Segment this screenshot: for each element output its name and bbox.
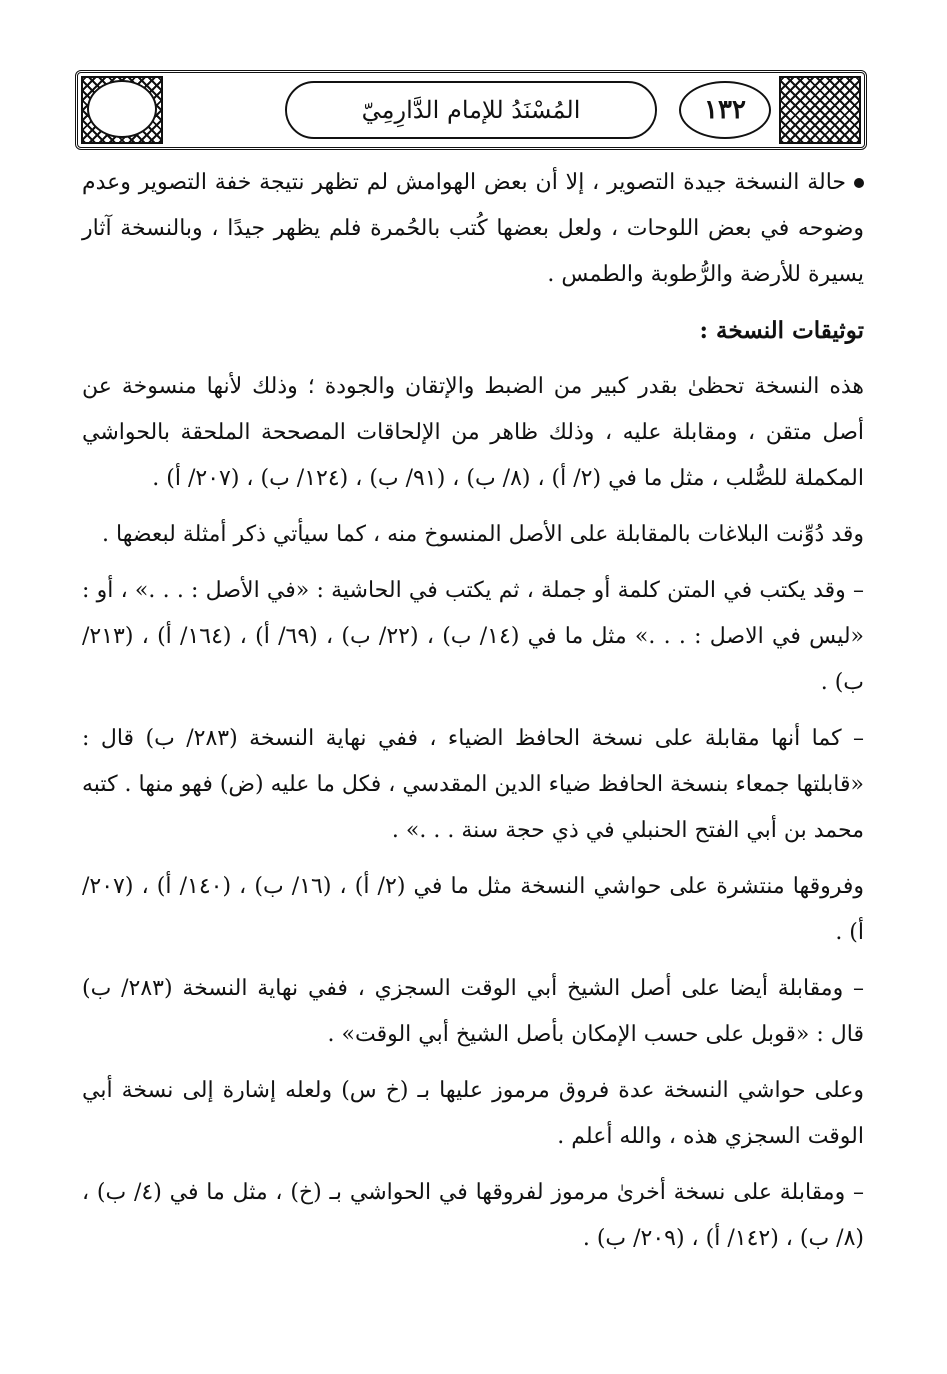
section-heading: توثيقات النسخة : <box>699 317 864 344</box>
paragraph: هذه النسخة تحظىٰ بقدر كبير من الضبط والإتقان والجودة ؛ وذلك لأنها منسوخة عن أصل متقن ، ومقابلة عليه ، وذلك ظاهر من الإلحاقات المصححة الملحقة بالحواشي المكملة للصُّلب ، مثل ما في (٢/ أ) ، (٨/ ب) ، (٩١/ ب) ، (١٢٤/ ب) ، (٢٠٧/ أ) . <box>82 374 864 491</box>
page-body <box>82 160 864 1272</box>
calligraphy-medallion-icon <box>87 80 157 138</box>
right-ornament <box>779 76 861 144</box>
paragraph: وفروقها منتشرة على حواشي النسخة مثل ما في (٢/ أ) ، (١٦/ ب) ، (١٤٠/ أ) ، (٢٠٧/ أ) . <box>82 874 865 945</box>
page-header <box>75 70 867 150</box>
bullet-icon <box>854 178 864 188</box>
running-title: المُسْنَدُ للإمام الدَّارِمِيّ <box>285 81 657 139</box>
paragraph: – كما أنها مقابلة على نسخة الحافظ الضياء ، ففي نهاية النسخة (٢٨٣/ ب) قال : «قابلتها جمعاء بنسخة الحافظ ضياء الدين المقدسي ، فكل ما عليه (ض) فهو منها . كتبه محمد بن أبي الفتح الحنبلي في ذي حجة سنة . . .» . <box>82 726 865 843</box>
paragraph: – ومقابلة على نسخة أخرىٰ مرموز لفروقها في الحواشي بـ (خ) ، مثل ما في (٤/ ب) ، (٨/ ب) ، (١٤٢/ أ) ، (٢٠٩/ ب) . <box>82 1180 864 1251</box>
paragraph: وقد دُوِّنت البلاغات بالمقابلة على الأصل المنسوخ منه ، كما سيأتي ذكر أمثلة لبعضها . <box>102 522 864 547</box>
paragraph: – ومقابلة أيضا على أصل الشيخ أبي الوقت السجزي ، ففي نهاية النسخة (٢٨٣/ ب) قال : «قوبل على حسب الإمكان بأصل الشيخ أبي الوقت» . <box>82 976 864 1047</box>
paragraph: وعلى حواشي النسخة عدة فروق مرموز عليها بـ (خ س) ولعله إشارة إلى نسخة أبي الوقت السجزي هذه ، والله أعلم . <box>82 1078 864 1149</box>
page-number: ١٣٢ <box>679 81 771 139</box>
paragraph-text: حالة النسخة جيدة التصوير ، إلا أن بعض الهوامش لم تظهر نتيجة خفة التصوير وعدم وضوحه في بعض اللوحات ، ولعل بعضها كُتب بالحُمرة فلم يظهر جيدًا ، وبالنسخة آثار يسيرة للأرضة والرُّطوبة والطمس . <box>82 170 864 287</box>
paragraph-condition <box>82 160 864 298</box>
paragraph: – وقد يكتب في المتن كلمة أو جملة ، ثم يكتب في الحاشية : «في الأصل : . . .» ، أو : «ليس في الاصل : . . .» مثل ما في (١٤/ ب) ، (٢٢/ ب) ، (٦٩/ أ) ، (١٦٤/ أ) ، (٢١٣/ ب) . <box>82 578 865 695</box>
